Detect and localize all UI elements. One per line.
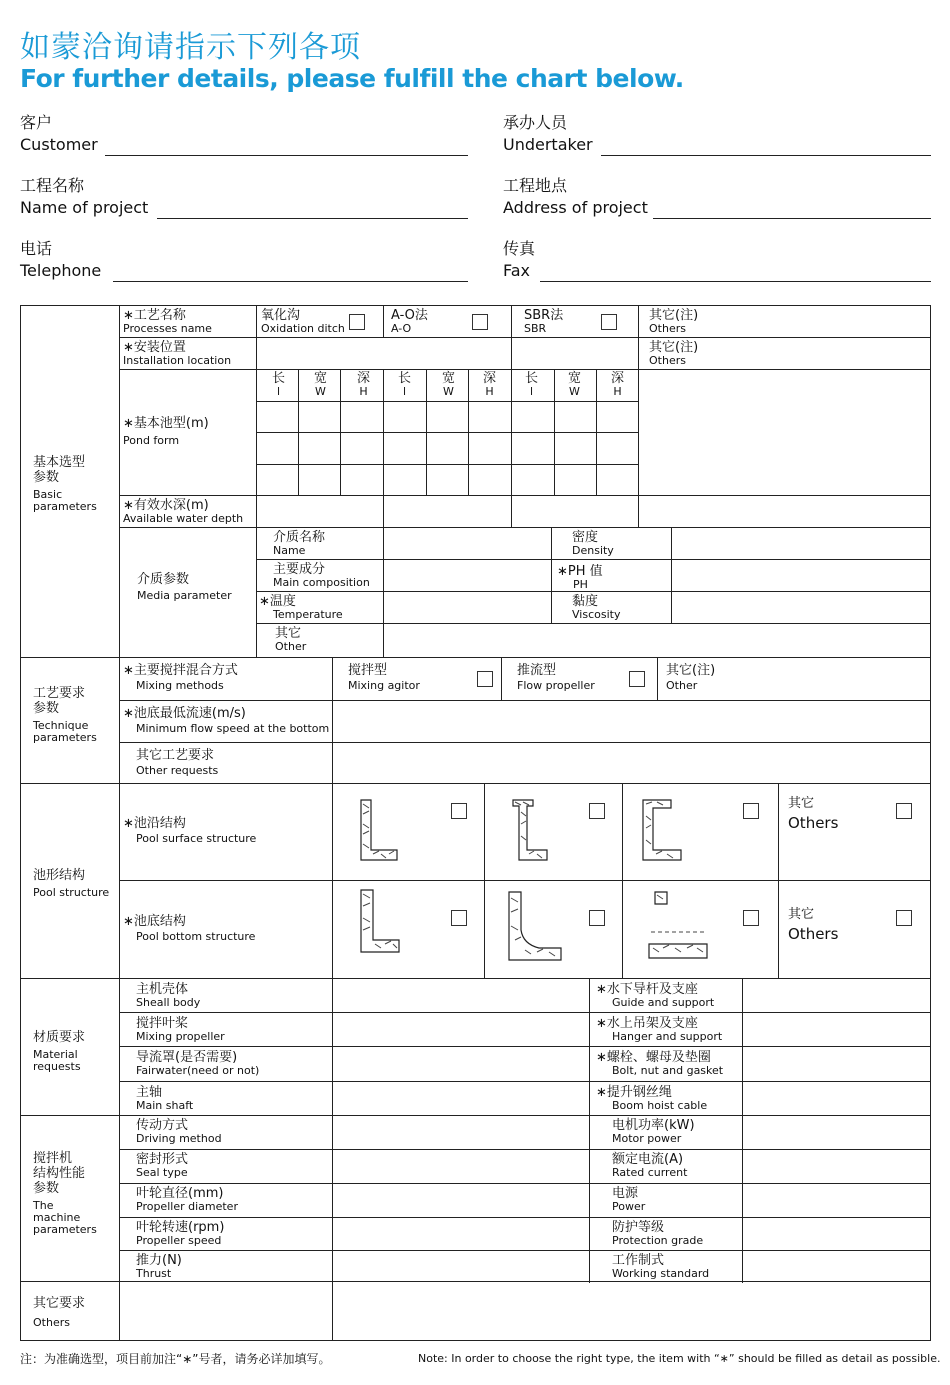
divider bbox=[119, 1012, 931, 1013]
pool-edge-1-checkbox[interactable] bbox=[451, 803, 467, 819]
oxidation-ditch-checkbox[interactable] bbox=[349, 314, 365, 330]
project-name-label-en: Name of project bbox=[20, 198, 149, 217]
divider bbox=[383, 527, 384, 657]
ph-label: ∗PH 值 PH bbox=[557, 564, 603, 591]
pond-form-label: ∗基本池型(m) Pond form bbox=[123, 416, 209, 447]
pool-edge-3-checkbox[interactable] bbox=[743, 803, 759, 819]
pool-bottom-label: ∗池底结构 Pool bottom structure bbox=[123, 914, 256, 943]
pool-bottom-1-checkbox[interactable] bbox=[451, 910, 467, 926]
divider bbox=[340, 369, 341, 495]
installation-others-label: 其它(注) Others bbox=[649, 340, 699, 367]
pool-bottom-l-icon bbox=[359, 888, 401, 954]
divider bbox=[468, 369, 469, 495]
others-section-label: 其它要求 Others bbox=[33, 1296, 86, 1329]
divider bbox=[119, 1183, 931, 1184]
customer-label-zh: 客户 bbox=[20, 113, 53, 132]
fax-input[interactable] bbox=[540, 281, 931, 282]
divider bbox=[119, 1149, 931, 1150]
divider bbox=[119, 700, 931, 701]
flow-propeller-label: 推流型 Flow propeller bbox=[517, 663, 595, 692]
others-input[interactable] bbox=[121, 1283, 929, 1339]
divider bbox=[256, 401, 638, 402]
project-address-input[interactable] bbox=[653, 218, 931, 219]
divider bbox=[21, 1281, 931, 1282]
customer-label-en: Customer bbox=[20, 135, 98, 154]
dim-header: 深 H bbox=[482, 371, 496, 398]
divider bbox=[511, 306, 512, 337]
ao-label: A-O法 A-O bbox=[391, 308, 428, 335]
composition-label: 主要成分 Main composition bbox=[273, 562, 370, 589]
divider bbox=[256, 464, 638, 465]
media-name-label: 介质名称 Name bbox=[273, 530, 326, 557]
dim-header: 深 H bbox=[610, 371, 624, 398]
dim-header: 深 H bbox=[356, 371, 370, 398]
divider bbox=[298, 369, 299, 495]
process-name-label: ∗工艺名称 Processes name bbox=[123, 308, 212, 335]
divider bbox=[596, 369, 597, 495]
technique-section-label: 工艺要求 参数 Technique parameters bbox=[33, 686, 97, 744]
viscosity-label: 黏度 Viscosity bbox=[572, 594, 621, 621]
project-name-field bbox=[20, 175, 470, 225]
dim-header: 长 l bbox=[271, 371, 285, 398]
machine-item-label: 工作制式 Working standard bbox=[612, 1253, 710, 1280]
divider bbox=[511, 337, 512, 527]
project-name-input[interactable] bbox=[157, 218, 468, 219]
pool-bottom-slope-icon bbox=[507, 890, 563, 962]
divider bbox=[256, 306, 257, 657]
density-label: 密度 Density bbox=[572, 530, 614, 557]
fax-label-en: Fax bbox=[503, 261, 531, 280]
material-section-label: 材质要求 Material requests bbox=[33, 1030, 86, 1073]
material-item-label: 主轴 Main shaft bbox=[136, 1085, 194, 1112]
material-item-label: ∗螺栓、螺母及垫圈 Bolt, nut and gasket bbox=[596, 1050, 724, 1077]
divider bbox=[256, 623, 931, 624]
sbr-checkbox[interactable] bbox=[601, 314, 617, 330]
telephone-input[interactable] bbox=[113, 281, 468, 282]
flow-propeller-checkbox[interactable] bbox=[629, 671, 645, 687]
divider bbox=[119, 1250, 931, 1251]
project-address-label-en: Address of project bbox=[503, 198, 648, 217]
divider bbox=[551, 527, 552, 623]
ao-checkbox[interactable] bbox=[472, 314, 488, 330]
telephone-label-en: Telephone bbox=[20, 261, 102, 280]
divider bbox=[21, 783, 931, 784]
pool-edge-2-checkbox[interactable] bbox=[589, 803, 605, 819]
installation-location-label: ∗安装位置 Installation location bbox=[123, 340, 232, 367]
machine-item-label: 电源 Power bbox=[612, 1186, 646, 1213]
media-parameter-label: 介质参数 Media parameter bbox=[137, 572, 232, 602]
sbr-label: SBR法 SBR bbox=[524, 308, 564, 335]
pool-bottom-others-label: 其它 Others bbox=[788, 907, 839, 943]
project-address-label-zh: 工程地点 bbox=[503, 176, 568, 195]
customer-field bbox=[20, 112, 470, 162]
machine-item-label: 防护等级 Protection grade bbox=[612, 1220, 704, 1247]
divider bbox=[778, 783, 779, 978]
divider bbox=[119, 1217, 931, 1218]
divider bbox=[21, 978, 931, 979]
temperature-label: ∗温度 Temperature bbox=[259, 594, 343, 621]
machine-item-label: 推力(N) Thrust bbox=[136, 1253, 182, 1280]
fax-label-zh: 传真 bbox=[503, 239, 536, 258]
title-cn: 如蒙洽询请指示下列各项 bbox=[20, 30, 361, 65]
undertaker-input[interactable] bbox=[601, 155, 931, 156]
divider bbox=[426, 369, 427, 495]
divider bbox=[383, 306, 384, 337]
dim-header: 宽 W bbox=[313, 371, 327, 398]
pool-bottom-others-checkbox[interactable] bbox=[896, 910, 912, 926]
customer-input[interactable] bbox=[105, 155, 468, 156]
divider bbox=[119, 880, 931, 881]
pool-edge-l-cut-icon bbox=[511, 798, 551, 862]
material-item-label: 主机壳体 Sheall body bbox=[136, 982, 201, 1009]
dim-header: 长 l bbox=[397, 371, 411, 398]
telephone-field bbox=[20, 238, 470, 288]
divider bbox=[554, 369, 555, 495]
dim-header: 宽 W bbox=[441, 371, 455, 398]
divider bbox=[383, 369, 384, 495]
divider bbox=[119, 369, 931, 370]
project-name-label-zh: 工程名称 bbox=[20, 176, 85, 195]
pool-surface-label: ∗池沿结构 Pool surface structure bbox=[123, 816, 257, 845]
process-others-label: 其它(注) Others bbox=[649, 308, 699, 335]
pool-surface-others-checkbox[interactable] bbox=[896, 803, 912, 819]
material-item-label: 导流罩(是否需要) Fairwater(need or not) bbox=[136, 1050, 260, 1077]
undertaker-field bbox=[503, 112, 933, 162]
pool-section-label: 池形结构 Pool structure bbox=[33, 868, 110, 899]
divider bbox=[638, 306, 639, 369]
oxidation-ditch-label: 氧化沟 Oxidation ditch bbox=[261, 308, 345, 335]
divider bbox=[484, 783, 485, 978]
min-flow-label: ∗池底最低流速(m/s) Minimum flow speed at the bottom bbox=[123, 706, 330, 735]
machine-item-label: 叶轮转速(rpm) Propeller speed bbox=[136, 1220, 225, 1247]
divider bbox=[671, 527, 672, 623]
mixing-methods-label: ∗主要搅拌混合方式 Mixing methods bbox=[123, 663, 238, 692]
divider bbox=[119, 742, 931, 743]
water-depth-label: ∗有效水深(m) Available water depth bbox=[123, 498, 244, 525]
dim-header: 长 l bbox=[524, 371, 538, 398]
spec-form-table bbox=[20, 305, 931, 1341]
divider bbox=[119, 306, 120, 1341]
fax-field bbox=[503, 238, 933, 288]
material-item-label: ∗提升钢丝绳 Boom hoist cable bbox=[596, 1085, 708, 1112]
machine-section-label: 搅拌机 结构性能 参数 The machine parameters bbox=[33, 1151, 97, 1236]
undertaker-label-zh: 承办人员 bbox=[503, 113, 568, 132]
material-item-label: 搅拌叶桨 Mixing propeller bbox=[136, 1016, 225, 1043]
divider bbox=[657, 657, 658, 700]
divider bbox=[501, 657, 502, 700]
pool-bottom-3-checkbox[interactable] bbox=[743, 910, 759, 926]
project-address-field bbox=[503, 175, 933, 225]
title-en: For further details, please fulfill the chart below. bbox=[20, 64, 684, 93]
mixing-agitor-label: 搅拌型 Mixing agitor bbox=[348, 663, 420, 692]
divider bbox=[742, 978, 743, 1283]
basic-section-label: 基本选型 参数 Basic parameters bbox=[33, 455, 97, 513]
machine-item-label: 叶轮直径(mm) Propeller diameter bbox=[136, 1186, 238, 1213]
machine-item-label: 额定电流(A) Rated current bbox=[612, 1152, 688, 1179]
dim-header: 宽 W bbox=[567, 371, 581, 398]
material-item-label: ∗水下导杆及支座 Guide and support bbox=[596, 982, 715, 1009]
machine-item-label: 传动方式 Driving method bbox=[136, 1118, 222, 1145]
machine-item-label: 电机功率(kW) Motor power bbox=[612, 1118, 695, 1145]
material-item-label: ∗水上吊架及支座 Hanger and support bbox=[596, 1016, 723, 1043]
divider bbox=[332, 657, 333, 783]
mixing-other-label: 其它(注) Other bbox=[666, 663, 716, 692]
other-requests-label: 其它工艺要求 Other requests bbox=[136, 748, 219, 777]
divider bbox=[256, 591, 931, 592]
divider bbox=[638, 369, 639, 527]
telephone-label-zh: 电话 bbox=[20, 239, 53, 258]
footer-note-en: Note: In order to choose the right type, the item with “∗” should be filled as detail as possible. bbox=[418, 1352, 941, 1365]
divider bbox=[332, 783, 333, 978]
divider bbox=[589, 978, 590, 1283]
divider bbox=[256, 432, 638, 433]
divider bbox=[256, 559, 931, 560]
pool-edge-l-icon bbox=[359, 798, 399, 862]
pool-edge-bracket-icon bbox=[641, 798, 685, 864]
divider bbox=[21, 1115, 931, 1116]
divider bbox=[622, 783, 623, 978]
divider bbox=[119, 495, 931, 496]
pool-surface-others-label: 其它 Others bbox=[788, 796, 839, 832]
pool-bottom-2-checkbox[interactable] bbox=[589, 910, 605, 926]
divider bbox=[119, 337, 931, 338]
pool-bottom-flat-icon bbox=[647, 890, 709, 962]
footer-note-cn: 注：为准确选型，项目前加注“∗”号者，请务必详加填写。 bbox=[20, 1352, 331, 1366]
divider bbox=[119, 527, 931, 528]
divider bbox=[21, 657, 931, 658]
undertaker-label-en: Undertaker bbox=[503, 135, 593, 154]
mixing-agitor-checkbox[interactable] bbox=[477, 671, 493, 687]
divider bbox=[119, 1081, 931, 1082]
media-other-label: 其它 Other bbox=[275, 626, 307, 653]
divider bbox=[383, 495, 384, 527]
machine-item-label: 密封形式 Seal type bbox=[136, 1152, 189, 1179]
divider bbox=[119, 1046, 931, 1047]
